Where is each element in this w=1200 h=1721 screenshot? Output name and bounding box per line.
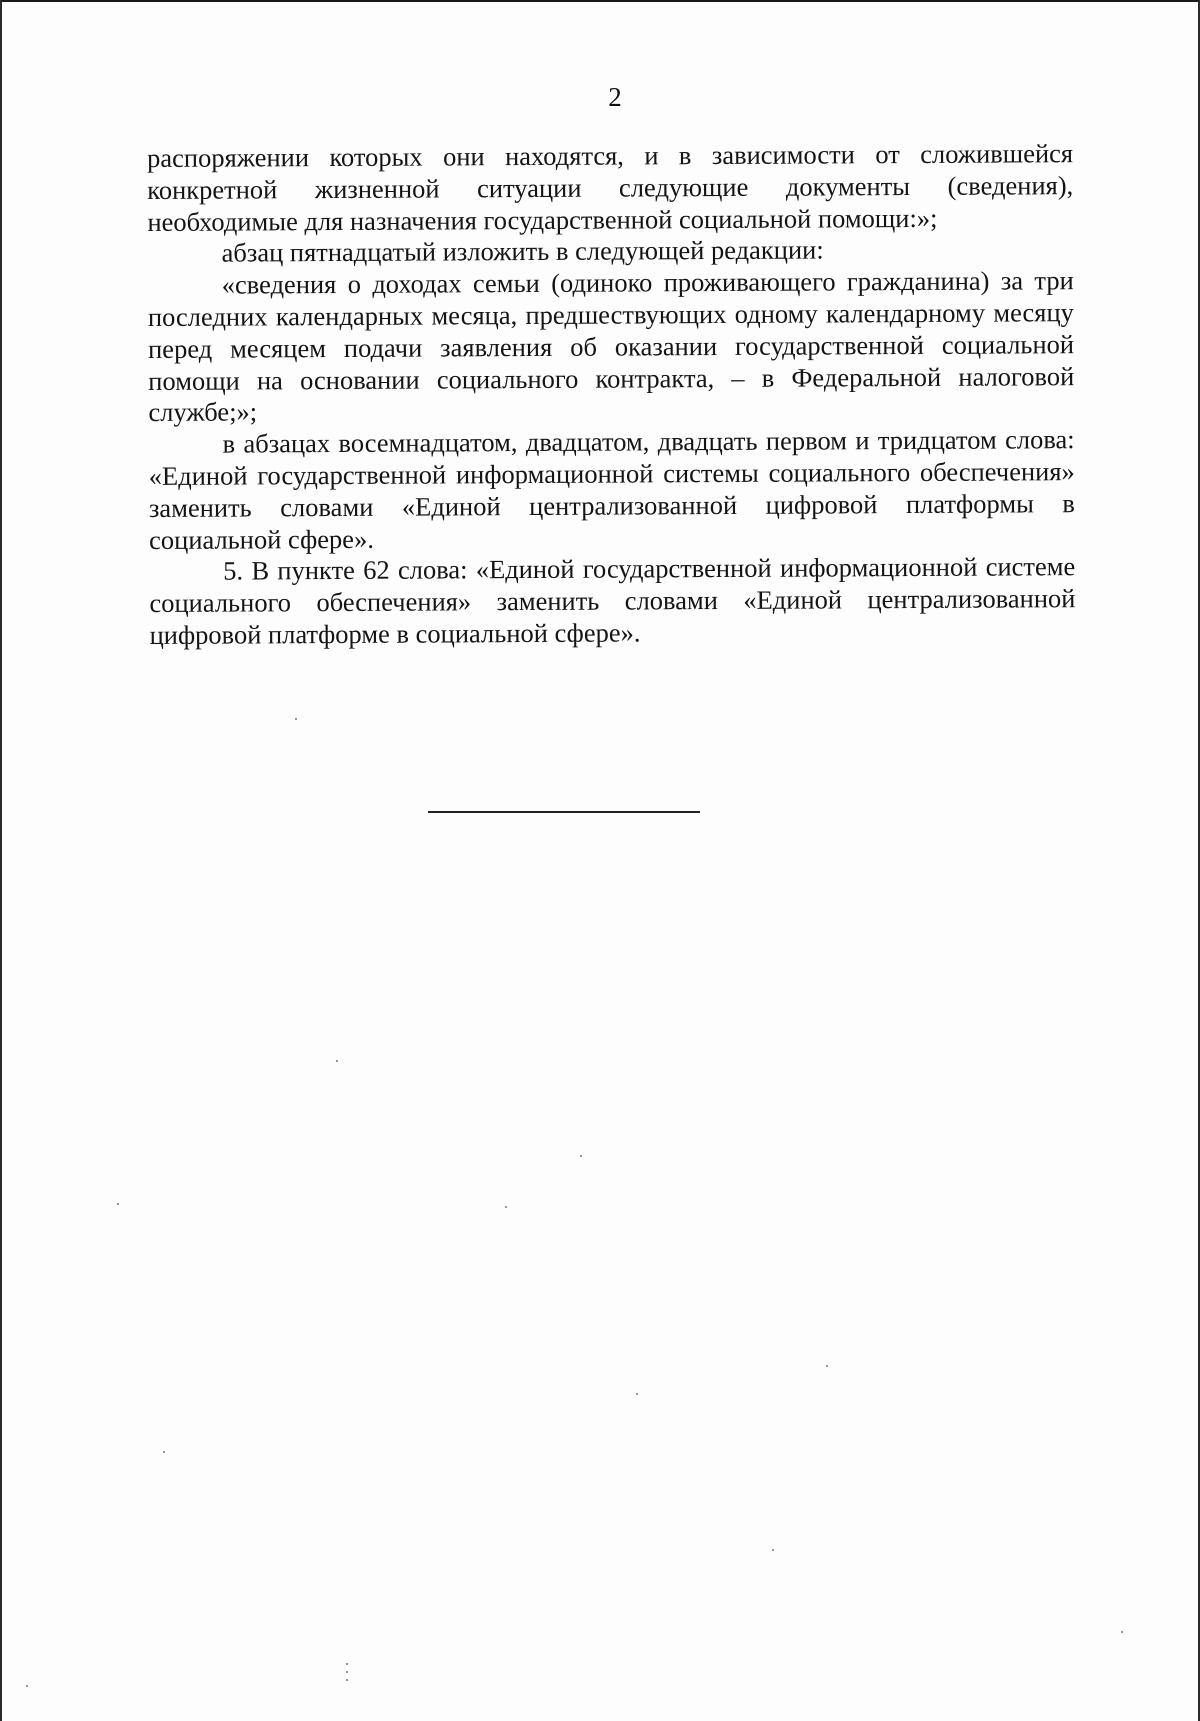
scan-speck xyxy=(163,1451,165,1453)
scan-speck xyxy=(826,1365,828,1367)
scan-speck xyxy=(636,1393,638,1395)
scan-speck xyxy=(505,1206,507,1208)
scan-edge-top xyxy=(0,0,1200,2)
scan-speck xyxy=(295,718,297,720)
scan-speck xyxy=(346,1679,348,1681)
scan-speck xyxy=(117,1203,119,1205)
paragraph-continuation: распоряжении которых они находятся, и в зависимости от сложившейся конкретной жизненной ситуации следующие документы (сведения), необходимые для назначения государственной социальной помощи:»; xyxy=(147,138,1074,237)
paragraph-replacement: в абзацах восемнадцатом, двадцатом, двадцать первом и тридцатом слова: «Единой государственной информационной системы социального обеспечения» заменить словами «Единой централизованной цифровой платформы в социальной сфере». xyxy=(148,424,1075,555)
closing-rule xyxy=(428,811,700,813)
scan-edge-left xyxy=(0,0,2,1721)
scan-speck xyxy=(346,1663,348,1665)
paragraph-new-wording: «сведения о доходах семьи (одиноко проживающего гражданина) за три последних календарных месяца, предшествующих одному календарному месяцу перед месяцем подачи заявления об оказании государственной социальной помощи на основании социального контракта, – в Федеральной налоговой службе;»; xyxy=(147,265,1075,428)
page-number: 2 xyxy=(608,82,622,112)
scan-speck xyxy=(1121,1631,1123,1633)
document-body xyxy=(147,138,1076,652)
scan-speck xyxy=(26,1685,28,1687)
scan-speck xyxy=(346,1671,348,1673)
scan-speck xyxy=(336,1060,338,1062)
scan-speck xyxy=(772,1549,774,1551)
scan-speck xyxy=(580,1155,582,1157)
paragraph-item-5: 5. В пункте 62 слова: «Единой государственной информационной системе социального обеспечения» заменить словами «Единой централизованной цифровой платформе в социальной сфере». xyxy=(149,551,1076,650)
paragraph-instruction: абзац пятнадцатый изложить в следующей редакции: xyxy=(221,234,824,269)
